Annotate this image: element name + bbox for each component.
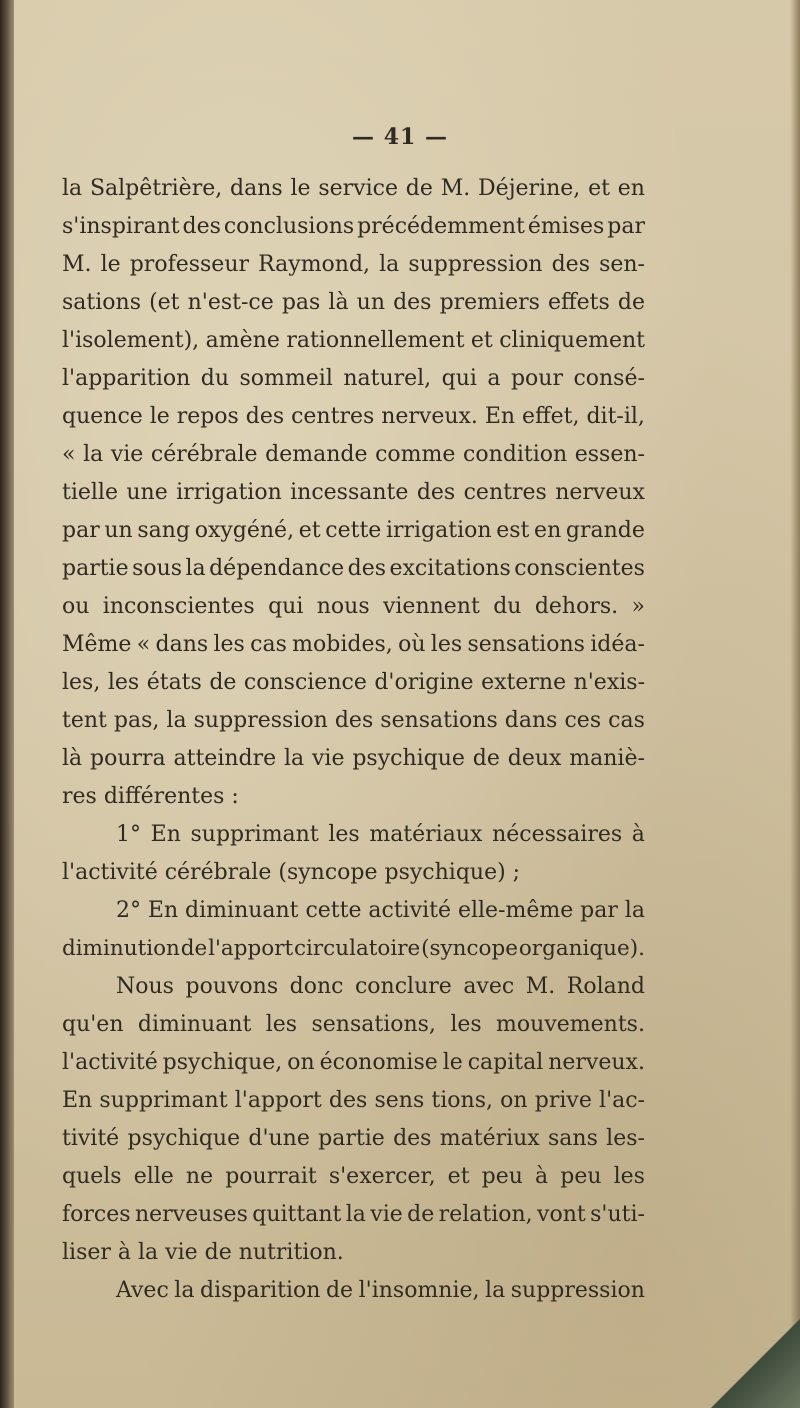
text-line: 1° En supprimant les matériaux nécessaires à: [116, 822, 645, 847]
text-line: Même « dans les cas mobides, où les sensations idéa-: [62, 632, 645, 657]
text-line: là pourra atteindre la vie psychique de deux maniè-: [62, 746, 645, 771]
book-binding-shadow: [0, 0, 14, 1408]
text-line: l'activité psychique, on économise le capital nerveux.: [62, 1050, 645, 1075]
text-line: les, les états de conscience d'origine externe n'exis-: [62, 670, 645, 695]
text-line: partie sous la dépendance des excitations conscientes: [62, 556, 645, 581]
text-line: « la vie cérébrale demande comme condition essen-: [62, 442, 645, 467]
text-line: tivité psychique d'une partie des matériux sans les-: [62, 1126, 645, 1151]
page-edge-shadow: [790, 0, 800, 1408]
text-line: quels elle ne pourrait s'exercer, et peu à peu les: [62, 1164, 645, 1189]
text-line: diminution de l'apport circulatoire (syncope organique).: [62, 936, 645, 961]
page-number: — 41 —: [352, 124, 448, 150]
text-line: Avec la disparition de l'insomnie, la suppression: [116, 1278, 645, 1303]
body-text: [62, 170, 645, 1310]
page-corner-fold: [710, 1318, 800, 1408]
text-line: l'apparition du sommeil naturel, qui a pour consé-: [62, 366, 645, 391]
text-line: En supprimant l'apport des sens tions, on prive l'ac-: [62, 1088, 645, 1113]
text-line: Nous pouvons donc conclure avec M. Roland: [116, 974, 645, 999]
text-line: ou inconscientes qui nous viennent du dehors. »: [62, 594, 645, 619]
text-line: res différentes :: [62, 784, 239, 809]
text-line: par un sang oxygéné, et cette irrigation est en grande: [62, 518, 645, 543]
text-line: qu'en diminuant les sensations, les mouvements.: [62, 1012, 645, 1037]
text-line: s'inspirant des conclusions précédemment émises par: [62, 214, 645, 239]
text-line: l'isolement), amène rationnellement et cliniquement: [62, 328, 645, 353]
text-line: tielle une irrigation incessante des centres nerveux: [62, 480, 645, 505]
text-line: quence le repos des centres nerveux. En effet, dit-il,: [62, 404, 645, 429]
text-line: sations (et n'est-ce pas là un des premiers effets de: [62, 290, 645, 315]
text-line: forces nerveuses quittant la vie de relation, vont s'uti-: [62, 1202, 645, 1227]
text-line: M. le professeur Raymond, la suppression des sen-: [62, 252, 645, 277]
text-line: l'activité cérébrale (syncope psychique) ;: [62, 860, 521, 885]
text-line: liser à la vie de nutrition.: [62, 1240, 344, 1265]
text-line: tent pas, la suppression des sensations dans ces cas: [62, 708, 645, 733]
text-line: la Salpêtrière, dans le service de M. Déjerine, et en: [62, 176, 645, 201]
text-line: 2° En diminuant cette activité elle-même par la: [116, 898, 645, 923]
